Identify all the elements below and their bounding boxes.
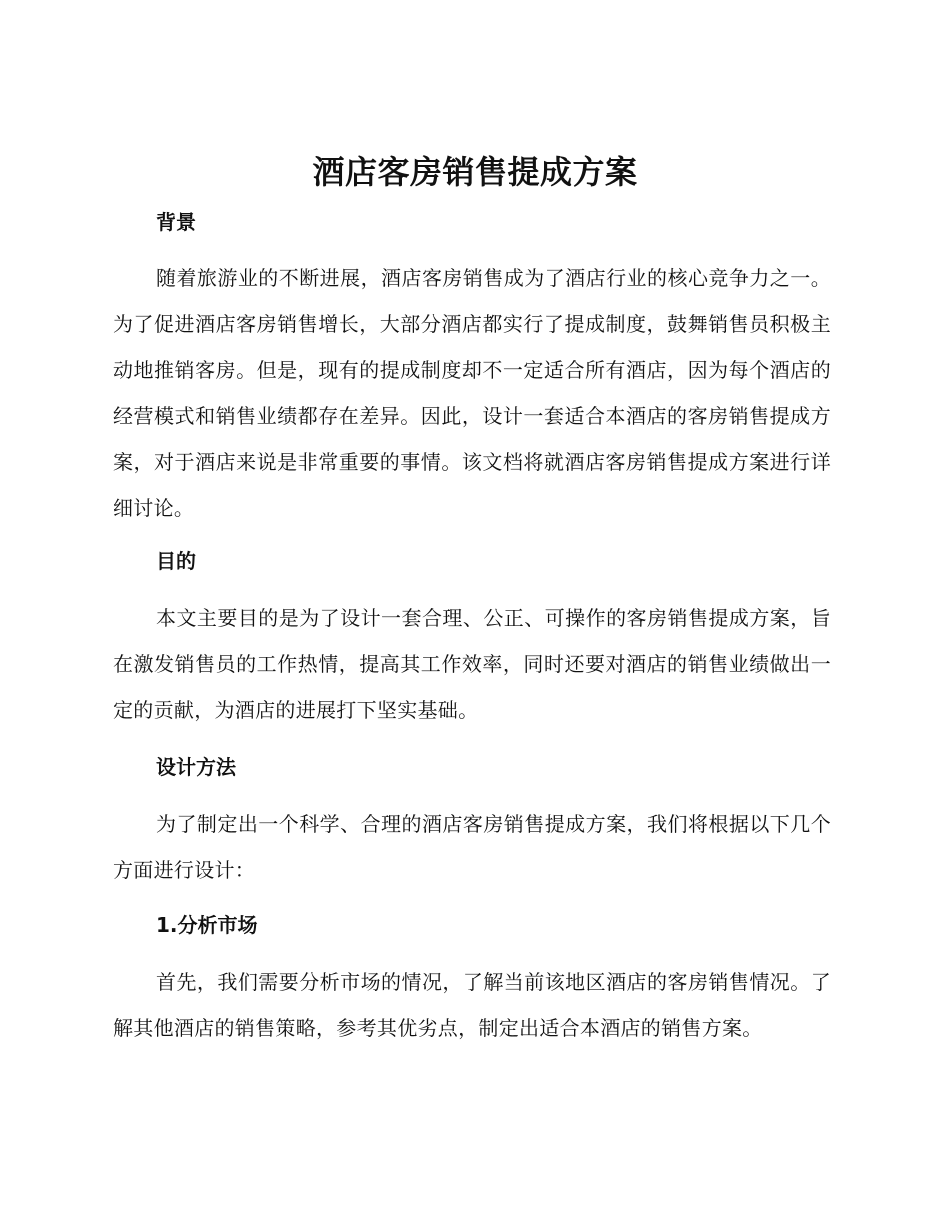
section-heading-design-method: 设计方法 <box>156 755 236 779</box>
document-title: 酒店客房销售提成方案 <box>312 153 638 191</box>
section-heading-analyze-market: 1.分析市场 <box>156 913 258 937</box>
section-paragraph-analyze-market: 首先，我们需要分析市场的情况，了解当前该地区酒店的客房销售情况。了解其他酒店的销售策略，参考其优劣点，制定出适合本酒店的销售方案。 <box>113 970 831 1040</box>
section-heading-background: 背景 <box>156 210 196 234</box>
section-paragraph-background: 随着旅游业的不断进展，酒店客房销售成为了酒店行业的核心竞争力之一。为了促进酒店客房销售增长，大部分酒店都实行了提成制度，鼓舞销售员积极主动地推销客房。但是，现有的提成制度却不一定适合所有酒店，因为每个酒店的经营模式和销售业绩都存在差异。因此，设计一套适合本酒店的客房销售提成方案，对于酒店来说是非常重要的事情。该文档将就酒店客房销售提成方案进行详细讨论。 <box>113 266 831 520</box>
section-paragraph-design-method: 为了制定出一个科学、合理的酒店客房销售提成方案，我们将根据以下几个方面进行设计： <box>113 812 831 882</box>
section-heading-purpose: 目的 <box>156 549 196 573</box>
section-paragraph-purpose: 本文主要目的是为了设计一套合理、公正、可操作的客房销售提成方案，旨在激发销售员的工作热情，提高其工作效率，同时还要对酒店的销售业绩做出一定的贡献，为酒店的进展打下坚实基础。 <box>113 606 831 722</box>
